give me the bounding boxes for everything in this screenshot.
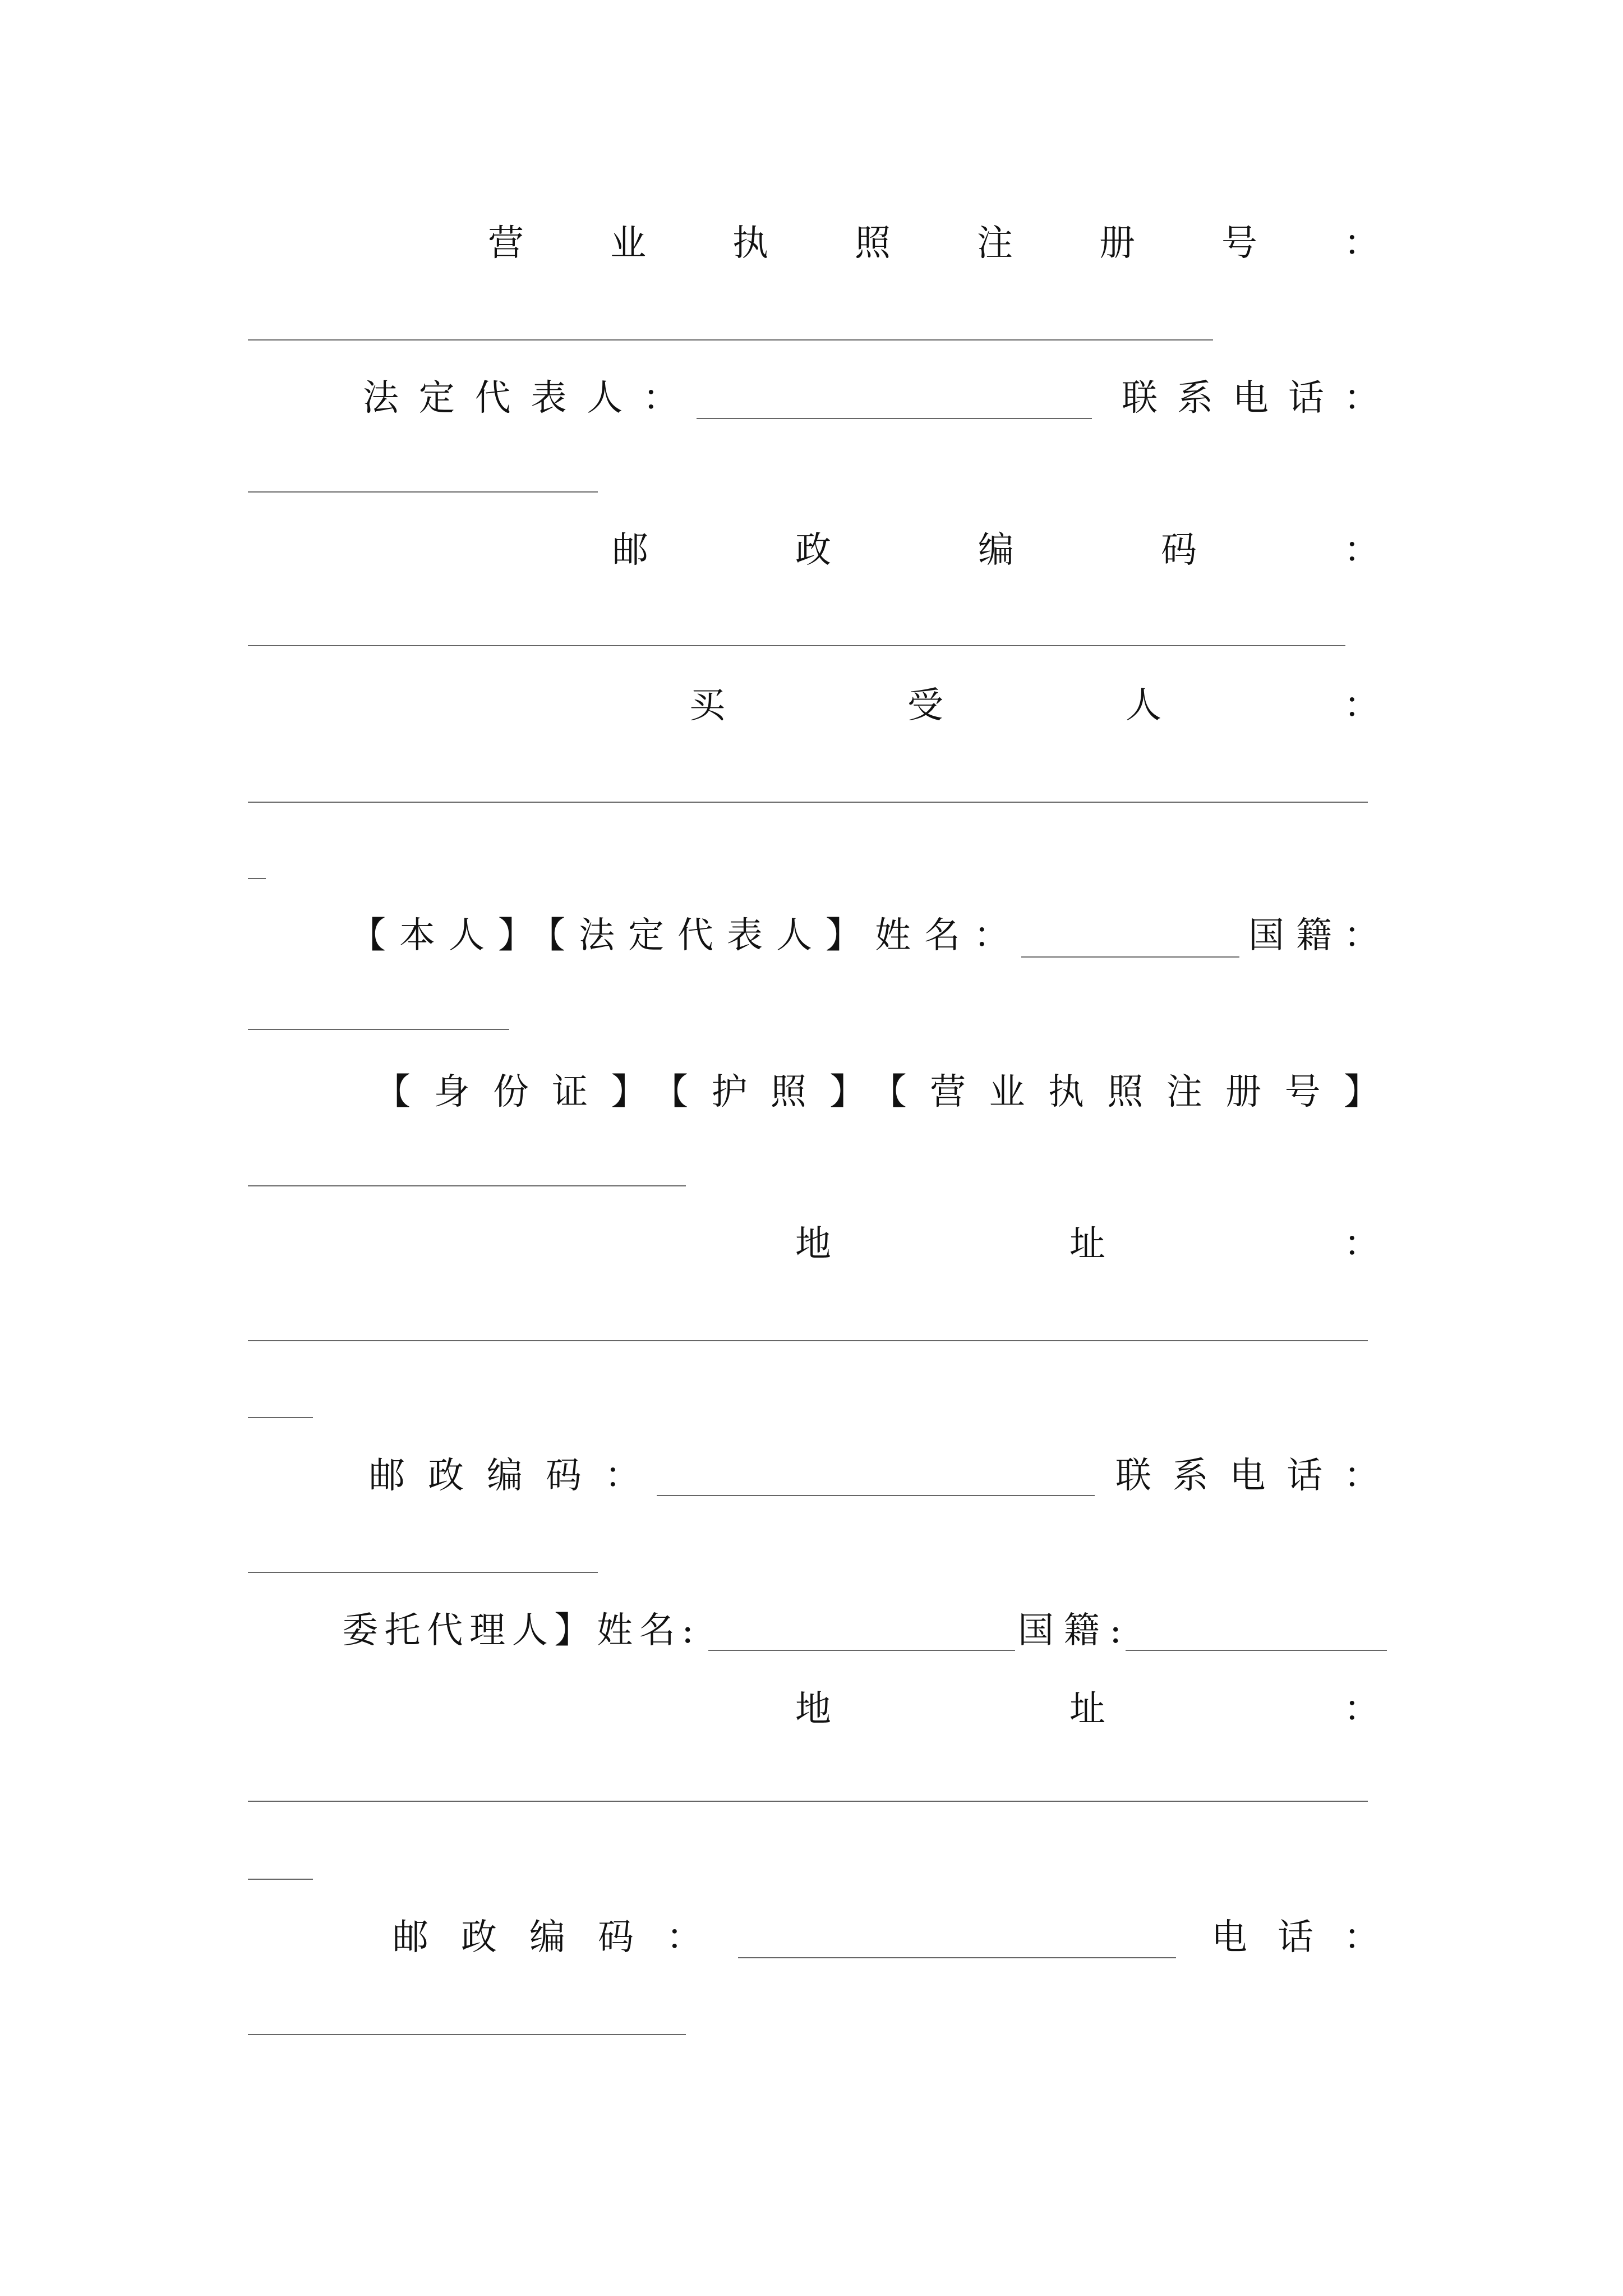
- agent-nationality-blank: [1126, 1650, 1387, 1651]
- buyer-name-blank: [1021, 956, 1239, 958]
- legal-representative-blank: [697, 418, 1092, 419]
- agent-address-label: 地址：: [795, 1688, 1380, 1730]
- contact-phone-blank: [248, 491, 598, 493]
- buyer-address-label: 地址：: [795, 1223, 1380, 1265]
- buyer-nationality-label: 国籍：: [1248, 915, 1380, 956]
- buyer-blank-continued: [248, 878, 266, 879]
- buyer-name-label: 【本人】【法定代表人】姓名：: [350, 915, 1009, 956]
- agent-name-label: 委托代理人】姓名:: [342, 1610, 694, 1651]
- postcode-blank: [248, 645, 1345, 646]
- buyer-postcode-label: 邮政编码：: [369, 1455, 640, 1497]
- business-license-blank: [248, 339, 1213, 341]
- agent-phone-label: 电话：: [1211, 1917, 1380, 1958]
- business-license-label: 营业执照注册号：: [488, 223, 1380, 264]
- postcode-label: 邮政编码：: [612, 530, 1380, 571]
- contact-phone-label: 联系电话：: [1122, 378, 1380, 419]
- buyer-postcode-blank: [657, 1495, 1095, 1496]
- buyer-address-blank: [248, 1340, 1368, 1341]
- agent-postcode-blank: [738, 1957, 1176, 1958]
- buyer-contact-phone-blank: [248, 1572, 598, 1573]
- buyer-label: 买受人：: [689, 685, 1380, 726]
- buyer-address-blank-continued: [248, 1417, 313, 1418]
- agent-name-blank: [708, 1650, 1015, 1651]
- agent-address-blank: [248, 1801, 1368, 1802]
- agent-nationality-label: 国籍:: [1018, 1610, 1122, 1651]
- legal-representative-label: 法定代表人：: [363, 378, 679, 419]
- agent-address-blank-continued: [248, 1879, 313, 1880]
- agent-phone-blank: [248, 2034, 686, 2035]
- agent-postcode-label: 邮政编码：: [393, 1917, 702, 1958]
- buyer-id-type-label: 【身份证】【护照】【营业执照注册号】: [375, 1071, 1380, 1113]
- buyer-nationality-blank: [248, 1029, 509, 1030]
- buyer-blank: [248, 802, 1368, 803]
- buyer-id-number-blank: [248, 1185, 686, 1186]
- buyer-contact-phone-label: 联系电话：: [1115, 1455, 1380, 1497]
